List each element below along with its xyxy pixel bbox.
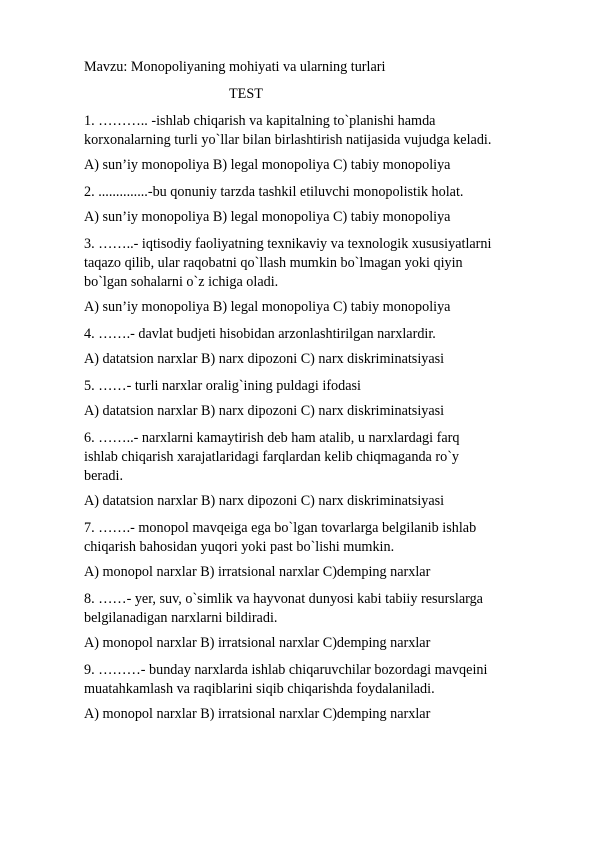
- question-line: muatahkamlash va raqiblarini siqib chiqarishda foydalaniladi.: [84, 681, 435, 697]
- question-line: ishlab chiqarish xarajatlaridagi farqlardan kelib chiqmaganda ro`y: [84, 449, 460, 465]
- question-block: [84, 325, 554, 369]
- question-text: [84, 235, 554, 292]
- question-line: 2. ..............-bu qonuniy tarzda tashkil etiluvchi monopolistik holat.: [84, 184, 464, 200]
- question-line: korxonalarning turli yo`llar bilan birlashtirish natijasida vujudga keladi.: [84, 132, 492, 148]
- document-subtitle: TEST: [229, 86, 263, 102]
- question-text: [84, 325, 554, 344]
- answer-options: A) sun’iy monopoliya B) legal monopoliya C) tabiy monopoliya: [84, 157, 451, 173]
- question-line: 6. ……..- narxlarni kamaytirish deb ham atalib, u narxlardagi farq: [84, 430, 460, 446]
- question-line: 3. ……..- iqtisodiy faoliyatning texnikaviy va texnologik xususiyatlarni: [84, 236, 492, 252]
- answer-options: A) monopol narxlar B) irratsional narxlar C)demping narxlar: [84, 635, 431, 651]
- question-text: [84, 183, 554, 202]
- question-text: [84, 377, 554, 396]
- question-block: [84, 429, 554, 511]
- question-text: [84, 590, 554, 628]
- question-text: [84, 661, 554, 699]
- answer-options: A) sun’iy monopoliya B) legal monopoliya C) tabiy monopoliya: [84, 299, 451, 315]
- question-line: beradi.: [84, 468, 123, 484]
- question-text: [84, 519, 554, 557]
- question-text: [84, 112, 554, 150]
- question-list: [84, 112, 554, 724]
- answer-options: A) datatsion narxlar B) narx dipozoni C) narx diskriminatsiyasi: [84, 493, 445, 509]
- question-block: [84, 519, 554, 582]
- answer-options: A) monopol narxlar B) irratsional narxlar C)demping narxlar: [84, 564, 431, 580]
- answer-options: A) monopol narxlar B) irratsional narxlar C)demping narxlar: [84, 706, 431, 722]
- question-line: 5. ……- turli narxlar oralig`ining puldagi ifodasi: [84, 378, 361, 394]
- question-block: [84, 235, 554, 317]
- question-block: [84, 590, 554, 653]
- question-line: 9. ………- bunday narxlarda ishlab chiqaruvchilar bozordagi mavqeini: [84, 662, 488, 678]
- question-line: bo`lgan sohalarni o`z ichiga oladi.: [84, 274, 279, 290]
- document-body: [84, 58, 554, 724]
- question-line: belgilanadigan narxlarni bildiradi.: [84, 610, 278, 626]
- answer-options: A) datatsion narxlar B) narx dipozoni C) narx diskriminatsiyasi: [84, 403, 445, 419]
- question-line: chiqarish bahosidan yuqori yoki past bo`lishi mumkin.: [84, 539, 395, 555]
- question-text: [84, 429, 554, 486]
- question-line: 7. …….- monopol mavqeiga ega bo`lgan tovarlarga belgilanib ishlab: [84, 520, 477, 536]
- question-block: [84, 661, 554, 724]
- question-line: taqazo qilib, ular raqobatni qo`llash mumkin bo`lmagan yoki qiyin: [84, 255, 463, 271]
- question-block: [84, 377, 554, 421]
- question-line: 4. …….- davlat budjeti hisobidan arzonlashtirilgan narxlardir.: [84, 326, 436, 342]
- answer-options: A) sun’iy monopoliya B) legal monopoliya C) tabiy monopoliya: [84, 209, 451, 225]
- question-block: [84, 183, 554, 227]
- question-line: 1. ……….. -ishlab chiqarish va kapitalning to`planishi hamda: [84, 113, 436, 129]
- question-line: 8. ……- yer, suv, o`simlik va hayvonat dunyosi kabi tabiiy resurslarga: [84, 591, 483, 607]
- question-block: [84, 112, 554, 175]
- answer-options: A) datatsion narxlar B) narx dipozoni C) narx diskriminatsiyasi: [84, 351, 445, 367]
- document-title: Mavzu: Monopoliyaning mohiyati va ularning turlari: [84, 59, 386, 75]
